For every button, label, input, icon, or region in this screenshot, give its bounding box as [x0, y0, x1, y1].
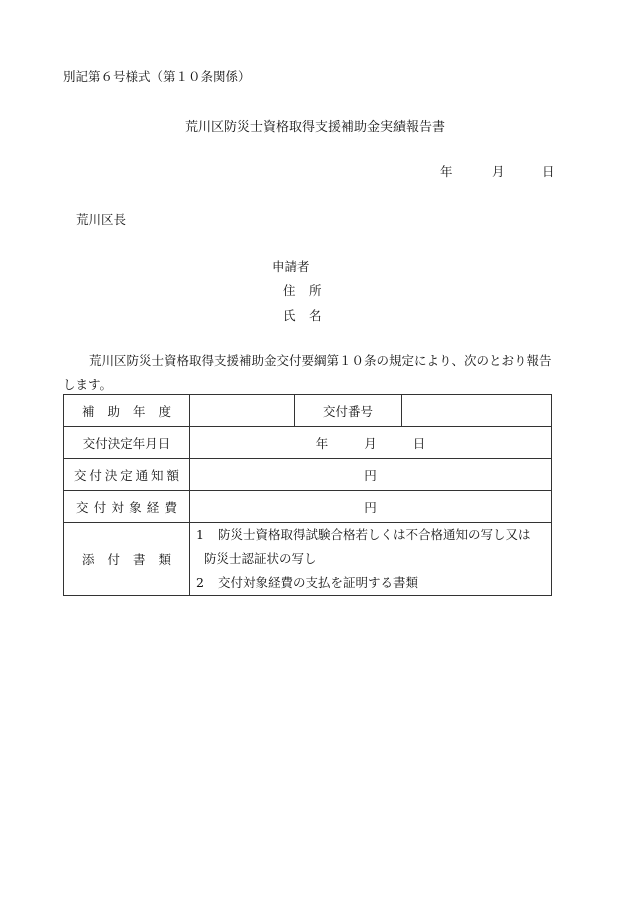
address-label-1: 住 [283, 283, 296, 298]
yen-unit: 円 [364, 499, 377, 515]
fiscal-year-label: 補 助 年 度 [64, 395, 190, 427]
document-title: 荒川区防災士資格取得支援補助金実績報告書 [184, 120, 445, 135]
notified-amount-label: 交 付 決 定 通 知 額 [64, 459, 190, 491]
date-year: 年 [440, 164, 453, 179]
name-label-1: 氏 [283, 308, 296, 323]
name-label-2: 名 [309, 308, 322, 323]
table-row-notified-amount [64, 459, 552, 491]
form-id: 別記第６号様式（第１０条関係） [63, 69, 251, 84]
list-item: 2 交付対象経費の支払を証明する書類 [196, 575, 419, 590]
attachments-label: 添 付 書 類 [64, 523, 190, 596]
addressee: 荒川区長 [76, 212, 127, 227]
date-month: 月 [492, 164, 505, 179]
address-field [283, 281, 322, 299]
notified-amount-value[interactable] [190, 459, 552, 491]
applicant-label: 申請者 [272, 259, 310, 274]
eligible-expense-value[interactable] [190, 491, 552, 523]
table-row-attachments [64, 523, 552, 596]
attachments-list [190, 523, 552, 596]
table-row-decision-date [64, 427, 552, 459]
grant-number-value[interactable] [402, 395, 552, 427]
date-day: 日 [542, 164, 555, 179]
yen-unit: 円 [364, 467, 377, 483]
table-row-eligible-expense [64, 491, 552, 523]
body-text: 荒川区防災士資格取得支援補助金交付要綱第１０条の規定により、次のとおり報告します。 [63, 353, 552, 392]
decision-date-label: 交付決定年月日 [64, 427, 190, 459]
address-label-2: 所 [309, 283, 322, 298]
report-table [63, 394, 552, 596]
eligible-expense-label: 交 付 対 象 経 費 [64, 491, 190, 523]
decision-date-value[interactable]: 年 月 日 [190, 427, 552, 459]
list-item-continuation: 防災士認証状の写し [204, 551, 317, 566]
name-field [283, 306, 322, 324]
table-row-fiscal-year [64, 395, 552, 427]
list-item: 1 防災士資格取得試験合格若しくは不合格通知の写し又は [196, 527, 531, 542]
grant-number-label: 交付番号 [295, 395, 402, 427]
fiscal-year-value[interactable] [190, 395, 295, 427]
